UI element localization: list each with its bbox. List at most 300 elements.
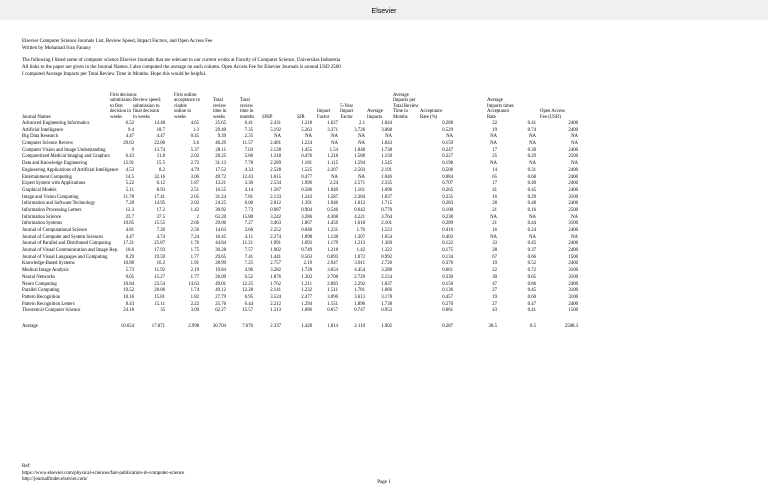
journal-name-cell[interactable]: Neuro Computing: [22, 281, 57, 287]
journal-name-cell[interactable]: Journal of Computer and System Sciences: [22, 234, 104, 240]
journal-name-cell[interactable]: Big Data Research: [22, 134, 58, 140]
table-cell: 10.16: [123, 294, 134, 300]
table-cell: 14.48: [154, 121, 165, 126]
table-cell: 0.657: [327, 308, 338, 314]
table-cell: 46.29: [215, 141, 226, 147]
table-cell: 0.45: [527, 288, 536, 294]
table-cell: 24.18: [123, 308, 134, 314]
journal-name-cell[interactable]: Advanced Engineering Informatics: [22, 121, 90, 126]
table-cell: 14.63: [215, 228, 226, 233]
table-cell: 28.5: [488, 323, 497, 329]
table-cell: 0.893: [327, 254, 338, 260]
table-cell: 28.06: [154, 288, 165, 294]
journal-name-cell[interactable]: Parallel Computing: [22, 288, 60, 294]
table-cell: 5.263: [301, 127, 312, 133]
table-cell: 0.477: [301, 174, 312, 180]
table-cell: 1.837: [381, 194, 392, 200]
table-cell: 1.587: [270, 187, 281, 193]
intro-heading: Elsevier Computer Science Journals List, Review Speed, Impact Factors, and Open Access Fee: [22, 39, 213, 44]
journal-name-cell[interactable]: Pattern Recognition: [22, 294, 61, 300]
table-cell: 1.046: [381, 174, 392, 180]
table-cell: 5.06: [244, 154, 253, 160]
table-cell: 31.13: [215, 161, 226, 167]
table-cell: 1.618: [354, 221, 365, 227]
table-cell: 4.81: [125, 228, 134, 233]
table-cell: 1.086: [301, 308, 312, 314]
header-impacts-per-review-time: Average Impacts per Total Review Time in Months: [393, 92, 419, 120]
table-row: [22, 228, 742, 235]
table-cell: 0.953: [381, 308, 392, 314]
header-acceptance-rate: Acceptance Rate (%): [420, 109, 443, 120]
table-cell: 0.289: [442, 221, 453, 227]
table-cell: 1500: [568, 308, 578, 314]
table-cell: 15.57: [242, 308, 253, 314]
table-cell: 2.191: [381, 167, 392, 173]
table-cell: 5.73: [125, 268, 134, 274]
table-row: [22, 255, 742, 262]
table-cell: 3.66: [244, 228, 253, 233]
table-cell: NA: [571, 134, 578, 140]
table-cell: NA: [446, 134, 453, 140]
table-cell: 1.867: [301, 221, 312, 227]
table-cell: 2.384: [354, 194, 365, 200]
table-cell: 9.39: [217, 134, 226, 140]
table-cell: 67: [492, 254, 497, 260]
journal-name-cell[interactable]: Medical Image Analysis: [22, 268, 69, 274]
journal-name-cell[interactable]: Information Processing Letters: [22, 207, 82, 213]
table-cell: 2.083: [327, 281, 338, 287]
table-cell: 11.8: [156, 154, 165, 160]
journal-name-cell[interactable]: Entertainment Computing: [22, 174, 72, 180]
table-cell: 0.66: [527, 254, 536, 260]
table-cell: NA: [305, 134, 312, 140]
journal-name-cell[interactable]: Graphical Models: [22, 187, 57, 193]
table-cell: 13.21: [215, 181, 226, 187]
table-cell: 1.179: [327, 241, 338, 247]
table-row: [22, 208, 742, 215]
intro-block: [22, 38, 341, 78]
ref-link-2[interactable]: http://journalfinder.elsevier.com/: [22, 477, 88, 482]
table-cell: 7.81: [244, 194, 253, 200]
table-cell: 10.84: [123, 281, 134, 287]
table-cell: 23.54: [154, 281, 165, 287]
table-cell: 1.523: [381, 228, 392, 233]
table-cell: 2.212: [270, 301, 281, 307]
table-cell: 0.44: [527, 221, 536, 227]
table-cell: 10.88: [123, 261, 134, 267]
table-cell: 10.654: [120, 323, 134, 329]
table-cell: 1.318: [270, 154, 281, 160]
table-cell: 15.80: [242, 214, 253, 220]
table-row: [22, 128, 742, 135]
journal-name-cell[interactable]: Engineering Applications of Artificial Intelligence: [22, 167, 119, 173]
table-row: [22, 188, 742, 195]
table-cell: 44.84: [215, 241, 226, 247]
table-cell: 7.26: [156, 228, 165, 233]
table-cell: NA: [358, 174, 365, 180]
table-cell: NA: [490, 234, 497, 240]
table-cell: 35: [160, 308, 165, 314]
table-row: [22, 235, 742, 242]
table-cell: 17.41: [154, 194, 165, 200]
table-cell: NA: [490, 161, 497, 167]
table-cell: 0.100: [442, 207, 453, 213]
table-cell: 1.441: [270, 254, 281, 260]
table-cell: 2.528: [270, 167, 281, 173]
table-cell: 1.294: [301, 301, 312, 307]
table-cell: NA: [529, 214, 536, 220]
journal-name-cell[interactable]: Data and Knowledge Engineering: [22, 161, 88, 167]
table-cell: 3.096: [327, 294, 338, 300]
table-cell: 25.65: [215, 121, 226, 126]
table-row: [22, 201, 742, 208]
table-cell: 1.715: [381, 201, 392, 207]
table-cell: 1.902: [270, 248, 281, 254]
table-row: [22, 121, 742, 128]
header-average-impacts: Average Impacts: [367, 109, 383, 120]
table-cell: 3.178: [381, 294, 392, 300]
table-cell: 24.25: [215, 201, 226, 207]
table-cell: 29.40: [215, 127, 226, 133]
table-cell: 3.30: [244, 181, 253, 187]
table-cell: 30: [492, 274, 497, 280]
table-cell: 0.60: [527, 294, 536, 300]
table-cell: 2.101: [381, 221, 392, 227]
table-cell: 0.198: [442, 161, 453, 167]
table-cell: 1.456: [327, 221, 338, 227]
table-cell: 8.2: [159, 167, 165, 173]
table-cell: 22: [492, 268, 497, 274]
table-cell: 2.571: [354, 181, 365, 187]
table-cell: 1.75: [190, 248, 199, 254]
table-cell: 0.586: [301, 187, 312, 193]
table-cell: NA: [571, 214, 578, 220]
journal-name-cell[interactable]: Information Systems: [22, 221, 63, 227]
intro-author: Written by Mohamad Ivan Fanany: [22, 46, 91, 51]
table-cell: 0.330: [442, 274, 453, 280]
table-cell: 2.947: [327, 261, 338, 267]
table-cell: 1.898: [301, 234, 312, 240]
table-cell: 19: [492, 261, 497, 267]
table-cell: 7.28: [125, 201, 134, 207]
ref-link-1[interactable]: https://www.elsevier.com/physical-sciences/fast-publication-in-computer-science: [22, 470, 185, 476]
header-total-review-months: Total review time in months: [240, 98, 255, 120]
table-cell: 14.95: [154, 201, 165, 207]
table-cell: NA: [490, 134, 497, 140]
table-cell: 14: [492, 167, 497, 173]
table-cell: 2.51: [190, 187, 199, 193]
table-cell: 0.546: [327, 207, 338, 213]
journal-name-cell[interactable]: Computerized Medical Imaging and Graphics: [22, 154, 110, 160]
table-cell: 2.22: [190, 301, 199, 307]
table-cell: 7.03: [244, 147, 253, 153]
table-cell: 2400: [568, 187, 578, 193]
table-cell: 15.55: [154, 221, 165, 227]
journal-name-cell[interactable]: Artificial Intelligence: [22, 127, 64, 133]
table-cell: 0.270: [442, 301, 453, 307]
table-cell: 3.524: [270, 294, 281, 300]
journal-name-cell[interactable]: Image and Vision Computing: [22, 194, 79, 200]
table-cell: 4.221: [354, 214, 365, 220]
table-cell: 0.159: [442, 141, 453, 147]
table-cell: 2400: [568, 174, 578, 180]
table-cell: 1.896: [354, 301, 365, 307]
table-cell: NA: [529, 134, 536, 140]
table-cell: 1.587: [327, 194, 338, 200]
table-cell: 7.41: [244, 254, 253, 260]
table-cell: 4.47: [125, 234, 134, 240]
table-row: [22, 261, 742, 268]
table-cell: 1.82: [190, 294, 199, 300]
intro-paragraph-2: All links to the paper are given in the Journal Names. I also computed the average on each column. Open Access Fee for Elsevier Journals is around USD 2500: [22, 65, 341, 70]
journal-name-cell[interactable]: Information and Software Technology: [22, 201, 96, 207]
table-cell: 2.812: [270, 201, 281, 207]
journal-name-cell[interactable]: Computer Vision and Image Understanding: [22, 147, 106, 153]
table-cell: 11.92: [154, 268, 165, 274]
table-cell: 1.814: [327, 323, 338, 329]
table-cell: 0.457: [442, 294, 453, 300]
table-cell: 11.78: [123, 194, 134, 200]
table-cell: 30.704: [212, 323, 226, 329]
header-review-speed: Review speed: submission to final decision in weeks: [133, 98, 162, 120]
table-cell: 0.86: [527, 281, 536, 287]
table-cell: 1.232: [301, 288, 312, 294]
journal-name-cell[interactable]: Theoretical Computer Science: [22, 308, 81, 314]
header-open-access-fee: Open Access Fee (USD): [540, 109, 565, 120]
table-cell: 1.307: [354, 234, 365, 240]
table-cell: 3.06: [190, 174, 199, 180]
table-cell: 10.6: [125, 248, 134, 254]
table-cell: 2.05: [190, 194, 199, 200]
table-cell: 1.762: [270, 281, 281, 287]
table-cell: 21: [492, 221, 497, 227]
table-cell: 2400: [568, 167, 578, 173]
journal-name-cell[interactable]: Journal of Computational Science: [22, 228, 88, 233]
table-cell: 37.5: [156, 214, 165, 220]
table-cell: 2.02: [190, 154, 199, 160]
table-cell: 2400: [568, 147, 578, 153]
table-cell: 1.76: [190, 241, 199, 247]
table-cell: 6.12: [156, 181, 165, 187]
journal-name-cell[interactable]: Journal of Parallel and Distributed Computing: [22, 241, 111, 247]
journal-name-cell[interactable]: Knowledge-Based Systems: [22, 261, 75, 267]
table-cell: 1.876: [270, 274, 281, 280]
table-cell: 0.45: [527, 187, 536, 193]
table-cell: 15.27: [154, 274, 165, 280]
journal-name-cell[interactable]: Expert System with Applications: [22, 181, 86, 187]
table-cell: 0.16: [527, 207, 536, 213]
table-cell: 4.47: [156, 134, 165, 140]
journal-name-cell[interactable]: Pattern Recognition Letters: [22, 301, 75, 307]
table-cell: 1.738: [381, 147, 392, 153]
table-cell: 6.52: [125, 121, 134, 126]
table-cell: 0.29: [527, 154, 536, 160]
table-cell: 31.24: [215, 194, 226, 200]
table-cell: 1.138: [327, 234, 338, 240]
table-cell: 0.40: [527, 181, 536, 187]
table-cell: 1.218: [301, 121, 312, 126]
intro-paragraph-3: I computed Average Impacts per Total Review Time in Months. Hope this would be helpful.: [22, 72, 207, 77]
table-cell: 3.6: [193, 141, 199, 147]
header-impact-factor: Impact Factor: [317, 109, 331, 120]
table-cell: 3.371: [327, 127, 338, 133]
table-cell: NA: [529, 161, 536, 167]
table-cell: 1.115: [327, 161, 338, 167]
table-cell: 1.627: [327, 121, 338, 126]
table-cell: 5.192: [270, 127, 281, 133]
table-cell: 4.33: [244, 167, 253, 173]
journal-name-cell[interactable]: Information Science: [22, 214, 62, 220]
table-cell: 0.48: [527, 201, 536, 207]
table-cell: 1.243: [301, 194, 312, 200]
table-cell: 1.42: [356, 248, 365, 254]
table-cell: 3.764: [381, 214, 392, 220]
table-cell: 3100: [568, 274, 578, 280]
header-journal-names: Journal Names: [22, 114, 51, 120]
table-cell: 65: [492, 174, 497, 180]
table-cell: 19.59: [154, 254, 165, 260]
table-cell: 2400: [568, 301, 578, 307]
journals-table: [22, 121, 742, 331]
table-cell: 15.11: [154, 301, 165, 307]
table-cell: 2.335: [381, 181, 392, 187]
journal-name-cell[interactable]: Journal of Visual Communication and Image Rep.: [22, 248, 119, 254]
table-cell: 49.12: [215, 288, 226, 294]
table-cell: 29.06: [215, 221, 226, 227]
table-cell: 2.1: [359, 121, 365, 126]
table-cell: 0.529: [442, 127, 453, 133]
table-cell: 1.150: [381, 154, 392, 160]
header-sjr: SJR: [297, 114, 305, 120]
table-cell: 28.99: [215, 261, 226, 267]
viewer-title-bar: [0, 0, 768, 20]
table-cell: 0.247: [442, 147, 453, 153]
table-cell: 30.28: [215, 248, 226, 254]
table-cell: 2400: [568, 201, 578, 207]
table-cell: 1.42: [190, 207, 199, 213]
table-cell: 12.43: [242, 174, 253, 180]
table-cell: 17: [492, 147, 497, 153]
table-cell: 3100: [568, 194, 578, 200]
table-cell: 0.642: [354, 207, 365, 213]
intro-paragraph-1: The following I listed some of computer science Elsevier Journals that are relevant to our current works at Faculty of Computer Science, Universitas Indonesia: [22, 58, 341, 63]
table-cell: 25: [492, 154, 497, 160]
table-cell: 1.654: [381, 234, 392, 240]
table-cell: 25.76: [215, 301, 226, 307]
journal-name-cell[interactable]: Neural Networks: [22, 274, 55, 280]
table-cell: 28.11: [215, 147, 226, 153]
table-cell: 1.844: [381, 121, 392, 126]
table-cell: 1.181: [301, 161, 312, 167]
table-row: [22, 302, 742, 309]
table-cell: 17.52: [215, 167, 226, 173]
table-cell: 12.28: [242, 288, 253, 294]
table-cell: 2.998: [188, 323, 199, 329]
table-row: [22, 195, 742, 202]
table-cell: 1.781: [354, 288, 365, 294]
table-cell: 2.289: [270, 161, 281, 167]
table-cell: 2500: [568, 207, 578, 213]
table-cell: 23.7: [125, 214, 134, 220]
table-cell: 0.987: [270, 207, 281, 213]
table-cell: 9.05: [125, 274, 134, 280]
table-cell: NA: [331, 134, 338, 140]
table-cell: 4.74: [156, 234, 165, 240]
table-cell: 27: [492, 288, 497, 294]
table-cell: 1.728: [301, 268, 312, 274]
table-cell: 2.154: [381, 274, 392, 280]
table-cell: 17: [492, 181, 497, 187]
table-cell: NA: [529, 234, 536, 240]
table-cell: 1.545: [381, 161, 392, 167]
table-cell: 0.41: [527, 121, 536, 126]
table-row: [22, 308, 742, 315]
document-title: Elsevier: [371, 8, 397, 15]
table-cell: 2400: [568, 121, 578, 126]
table-cell: 7.25: [244, 261, 253, 267]
table-cell: 1.837: [381, 281, 392, 287]
table-cell: 1.77: [190, 274, 199, 280]
journal-name-cell[interactable]: Computer Science Review: [22, 141, 74, 147]
average-row: [22, 324, 742, 331]
table-cell: 1.093: [301, 241, 312, 247]
table-row: [22, 175, 742, 182]
table-cell: 1.612: [354, 201, 365, 207]
table-cell: 0.288: [442, 121, 453, 126]
table-cell: 0.41: [527, 308, 536, 314]
journal-name-cell: Average: [22, 323, 38, 329]
table-cell: NA: [358, 134, 365, 140]
table-cell: 2400: [568, 281, 578, 287]
table-cell: 2.757: [270, 261, 281, 267]
table-cell: 27.79: [215, 294, 226, 300]
table-cell: 1.303: [301, 274, 312, 280]
table-cell: 6.95: [244, 294, 253, 300]
table-cell: 2.503: [354, 167, 365, 173]
table-cell: 0.134: [442, 254, 453, 260]
table-cell: 1.322: [381, 248, 392, 254]
table-cell: 3100: [568, 268, 578, 274]
table-cell: 1.77: [190, 254, 199, 260]
table-cell: 2.292: [354, 281, 365, 287]
table-cell: 1.218: [327, 154, 338, 160]
table-cell: 27: [492, 301, 497, 307]
journal-name-cell[interactable]: Journal of Visual Languages and Computing: [22, 254, 108, 260]
table-row: [22, 288, 742, 295]
table-cell: 19.52: [123, 288, 134, 294]
table-cell: 4.454: [354, 268, 365, 274]
table-cell: 1.3: [193, 127, 199, 133]
table-cell: 4.308: [327, 214, 338, 220]
table-row: [22, 141, 742, 148]
table-cell: NA: [331, 174, 338, 180]
table-cell: 16.2: [156, 261, 165, 267]
table-cell: 0.227: [442, 154, 453, 160]
table-cell: 14.5: [125, 174, 134, 180]
table-row: [22, 168, 742, 175]
table-cell: 1.74: [190, 288, 199, 294]
table-cell: 16.45: [215, 234, 226, 240]
table-cell: 1.224: [301, 141, 312, 147]
table-cell: NA: [385, 134, 392, 140]
table-cell: 0.122: [442, 241, 453, 247]
table-cell: NA: [331, 141, 338, 147]
table-cell: 3.726: [354, 127, 365, 133]
table-cell: 12.91: [123, 161, 134, 167]
table-cell: 3.282: [270, 268, 281, 274]
table-cell: 1.666: [381, 288, 392, 294]
table-cell: NA: [571, 234, 578, 240]
